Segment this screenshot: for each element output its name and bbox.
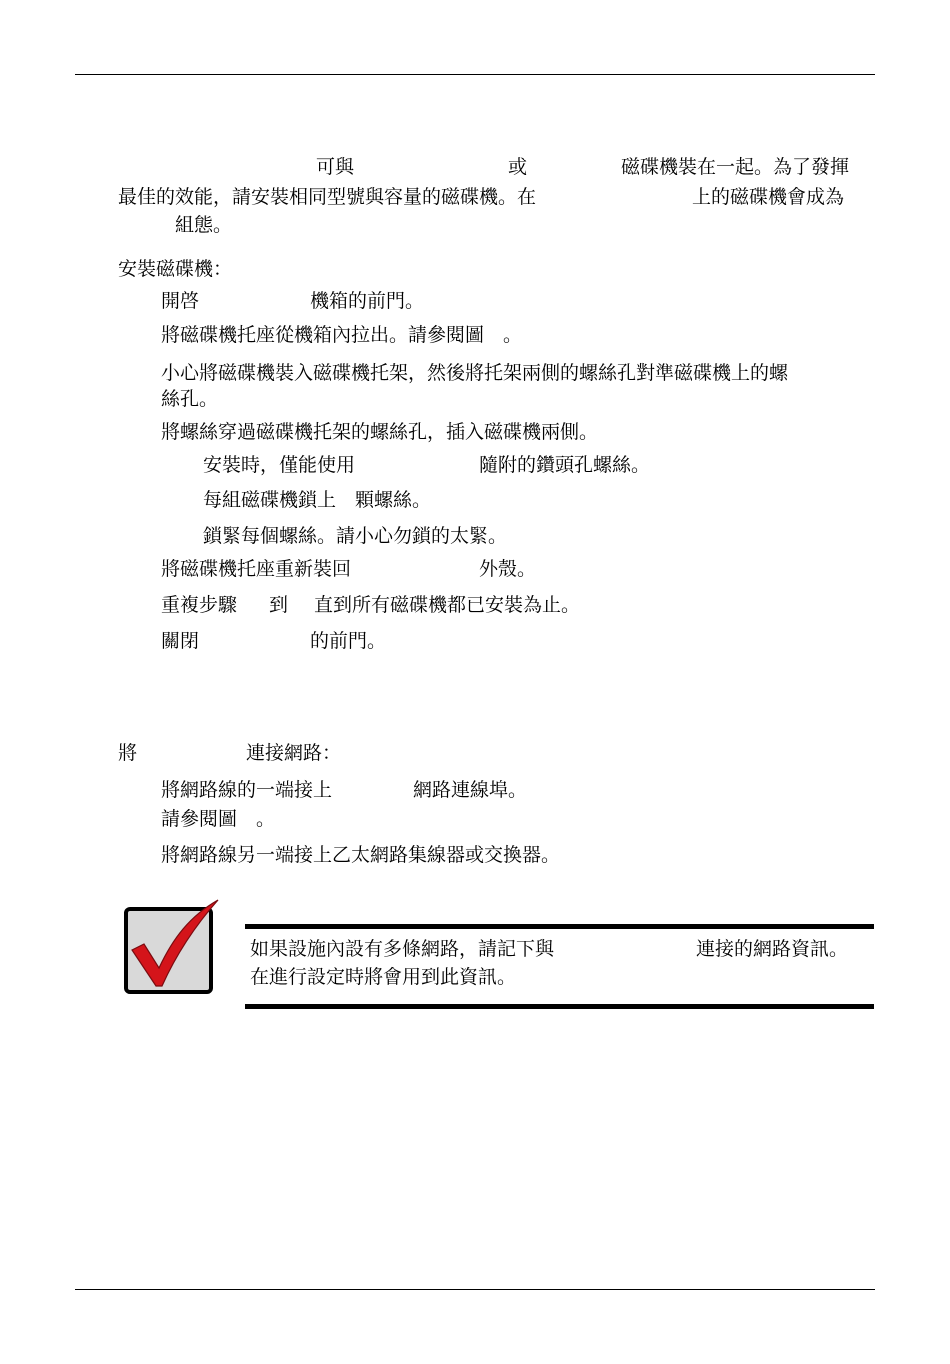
step-text: 將網路線的一端接上 bbox=[161, 779, 333, 801]
step-text: 將磁碟機托座從機箱內拉出。請參閱圖 。 bbox=[161, 324, 523, 346]
step-text: 將網路線另一端接上乙太網路集線器或交換器。 bbox=[161, 844, 561, 866]
step-text: 將螺絲穿過磁碟機托架的螺絲孔，插入磁碟機兩側。 bbox=[161, 421, 599, 443]
step-text: 到 bbox=[269, 594, 289, 616]
intro-text: 可與 bbox=[316, 156, 355, 178]
step-text: 開啓 bbox=[161, 290, 200, 312]
note-top-bar bbox=[245, 924, 874, 929]
footer-rule bbox=[75, 1289, 875, 1290]
section-heading: 連接網路： bbox=[246, 742, 342, 764]
note-text: 在進行設定時將會用到此資訊。 bbox=[250, 966, 517, 988]
note-text: 連接的網路資訊。 bbox=[696, 938, 849, 960]
step-text: 將磁碟機托座重新裝回 bbox=[161, 558, 352, 580]
section-heading: 將 bbox=[118, 742, 138, 764]
header-rule bbox=[75, 74, 875, 75]
substep-text: 隨附的鑽頭孔螺絲。 bbox=[479, 454, 651, 476]
step-text: 網路連線埠。 bbox=[413, 779, 528, 801]
intro-text: 磁碟機裝在一起。為了發揮 bbox=[621, 156, 850, 178]
intro-text: 最佳的效能，請安裝相同型號與容量的磁碟機。在 bbox=[118, 186, 537, 208]
intro-text: 或 bbox=[508, 156, 528, 178]
note-bottom-bar bbox=[245, 1004, 874, 1009]
step-text: 直到所有磁碟機都已安裝為止。 bbox=[314, 594, 581, 616]
step-text: 絲孔。 bbox=[161, 388, 219, 410]
step-text: 的前門。 bbox=[310, 630, 387, 652]
step-text: 機箱的前門。 bbox=[310, 290, 425, 312]
note-text: 如果設施內設有多條網路，請記下與 bbox=[250, 938, 555, 960]
step-text: 小心將磁碟機裝入磁碟機托架，然後將托架兩側的螺絲孔對準磁碟機上的螺 bbox=[161, 362, 789, 384]
step-text: 外殼。 bbox=[479, 558, 537, 580]
step-text: 請參閱圖 。 bbox=[161, 808, 276, 830]
step-text: 重複步驟 bbox=[161, 594, 238, 616]
intro-text: 組態。 bbox=[175, 214, 233, 236]
substep-text: 每組磁碟機鎖上 顆螺絲。 bbox=[203, 489, 432, 511]
step-text: 關閉 bbox=[161, 630, 200, 652]
substep-text: 安裝時，僅能使用 bbox=[203, 454, 356, 476]
intro-text: 上的磁碟機會成為 bbox=[692, 186, 845, 208]
substep-text: 鎖緊每個螺絲。請小心勿鎖的太緊。 bbox=[203, 525, 508, 547]
checkmark-icon bbox=[118, 898, 223, 998]
section-heading: 安裝磁碟機： bbox=[118, 258, 233, 280]
